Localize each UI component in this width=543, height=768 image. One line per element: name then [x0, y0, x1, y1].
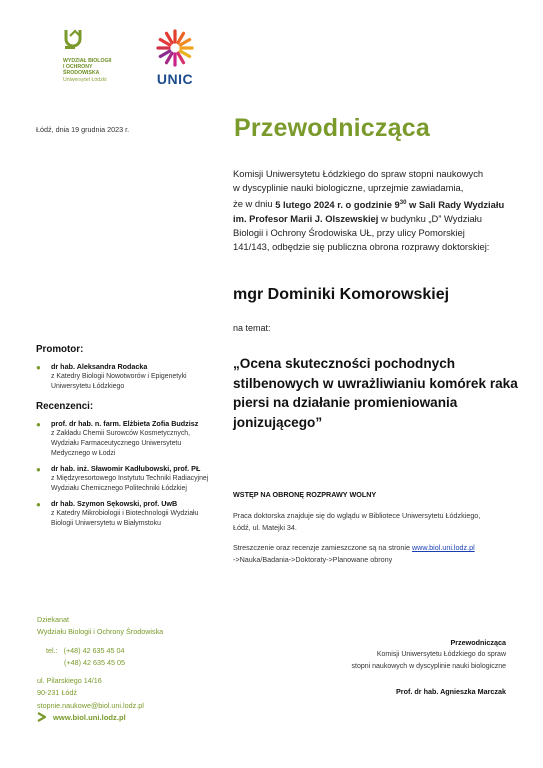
promotor-affiliation-1: z Katedry Biologii Nowotworów i Epigenetyki: [51, 373, 187, 380]
intro-line-4c: w budynku „D” Wydziału: [378, 212, 482, 224]
phone-number[interactable]: (+48) 42 635 45 04: [63, 645, 125, 655]
reviewer-affiliation: z Międzyresortowego Instytutu Techniki Radiacyjnej: [51, 475, 209, 482]
website-footer-link[interactable]: [37, 712, 126, 722]
thesis-line-3: piersi na działanie promieniowania: [233, 395, 458, 410]
intro-line-3: [233, 195, 528, 211]
arrow-right-icon: [37, 712, 47, 722]
faculty-logo-line3: ŚRODOWISKA: [63, 70, 100, 77]
bullet-icon: ●: [36, 500, 41, 509]
bullet-icon: ●: [36, 363, 41, 372]
contact-block: [37, 614, 237, 712]
signature-block: [320, 637, 506, 696]
unic-wordmark: UNIC: [156, 71, 194, 87]
faculty-logo-line2: I OCHRONY: [63, 64, 93, 71]
candidate-name: mgr Dominiki Komorowskiej: [233, 286, 450, 303]
signature-name: Prof. dr hab. Agnieszka Marczak: [396, 687, 506, 696]
topic-label: na temat:: [233, 323, 271, 333]
intro-line-4: [233, 212, 528, 226]
thesis-title: [233, 354, 533, 432]
intro-line-1: Komisji Uniwersytetu Łódzkiego do spraw stopni naukowych: [233, 168, 484, 179]
signature-heading: Przewodnicząca: [450, 638, 506, 647]
promotor-affiliation-2: Uniwersytetu Łódzkiego: [51, 383, 125, 390]
contact-email[interactable]: stopnie.naukowe@biol.uni.lodz.pl: [37, 700, 144, 710]
reviewer-name: dr hab. inż. Sławomir Kadłubowski, prof. PŁ: [51, 464, 201, 473]
faculty-logo-line1: WYDZIAŁ BIOLOGII: [63, 58, 112, 64]
defense-room-name: im. Profesor Marii J. Olszewskiej: [233, 212, 379, 224]
defense-time-minutes: 30: [399, 199, 407, 206]
promotor-heading: Promotor:: [36, 344, 84, 355]
document-date: Łódź, dnia 19 grudnia 2023 r.: [36, 125, 130, 134]
contact-phone-1: [37, 645, 237, 657]
defense-room: w Sali Rady Wydziału: [406, 198, 505, 210]
unic-logo: [152, 28, 198, 87]
unic-star-icon: [155, 28, 195, 68]
phone-label: tel.:: [46, 645, 58, 655]
contact-city: 90-231 Łódź: [37, 688, 77, 698]
announcement-text: [233, 167, 528, 254]
faculty-logo-line4: Uniwersytet Łódzki: [63, 76, 107, 83]
faculty-logo: [63, 28, 133, 83]
list-item: [36, 362, 236, 392]
signature-desc-2: stopni naukowych w dyscyplinie nauki biologiczne: [351, 663, 506, 670]
notice-library-line-2: Łódź, ul. Matejki 34.: [233, 522, 297, 532]
intro-line-3a: że w dniu: [233, 198, 276, 210]
promotor-section: [36, 344, 236, 392]
website-link[interactable]: www.biol.uni.lodz.pl: [411, 543, 475, 552]
reviewer-affiliation: Medycznego w Łodzi: [51, 450, 116, 457]
promotor-name: dr hab. Aleksandra Rodacka: [51, 362, 148, 371]
public-notice: [233, 490, 518, 574]
faculty-emblem-icon: [63, 28, 83, 50]
bullet-icon: ●: [36, 420, 41, 429]
website-footer-text[interactable]: www.biol.uni.lodz.pl: [53, 712, 126, 722]
contact-street: ul. Pilarskiego 14/16: [37, 676, 102, 686]
thesis-line-1: „Ocena skuteczności pochodnych: [233, 356, 456, 371]
thesis-line-2: stilbenowych w uwrażliwianiu komórek raka: [233, 375, 518, 391]
thesis-line-4: jonizującego”: [233, 414, 323, 430]
notice-library-line-1: Praca doktorska znajduje się do wglądu w Bibliotece Uniwersytetu Łódzkiego,: [233, 511, 481, 520]
intro-line-6: 141/143, odbędzie się publiczna obrona rozprawy doktorskiej:: [233, 241, 490, 253]
reviewer-affiliation: Biologii Uniwersytetu w Białymstoku: [51, 520, 161, 527]
bullet-icon: ●: [36, 465, 41, 474]
contact-phone-2[interactable]: (+48) 42 635 45 05: [64, 657, 125, 667]
intro-line-5: Biologii i Ochrony Środowiska UŁ, przy ulicy Pomorskiej: [233, 226, 465, 238]
reviewer-name: prof. dr hab. n. farm. Elżbieta Zofia Budzisz: [51, 419, 199, 428]
defense-date: 5 lutego 2024 r. o godzinie 9: [275, 198, 400, 210]
reviewer-affiliation: z Zakładu Chemii Surowców Kosmetycznych,: [51, 430, 191, 437]
notice-summary-path: ->Nauka/Badania->Doktoraty->Planowane obrony: [233, 554, 393, 564]
contact-office: Dziekanat: [37, 615, 69, 624]
notice-summary-text: [233, 542, 518, 565]
reviewer-name: dr hab. Szymon Sękowski, prof. UwB: [51, 499, 178, 508]
reviewer-affiliation: Wydziału Farmaceutycznego Uniwersytetu: [51, 440, 182, 447]
list-item: [36, 464, 236, 494]
list-item: [36, 499, 236, 529]
list-item: [36, 419, 236, 459]
signature-desc-1: Komisji Uniwersytetu Łódzkiego do spraw: [376, 651, 506, 658]
reviewers-section: [36, 401, 236, 529]
contact-faculty: Wydziału Biologii i Ochrony Środowiska: [37, 627, 164, 637]
intro-line-2: w dyscyplinie nauki biologiczne, uprzejmie zawiadamia,: [233, 182, 464, 194]
notice-summary-line-1: Streszczenie oraz recenzje zamieszczone są na stronie: [233, 543, 412, 552]
notice-heading: WSTĘP NA OBRONĘ ROZPRAWY WOLNY: [233, 490, 377, 499]
reviewers-heading: Recenzenci:: [36, 401, 94, 412]
page-title: Przewodnicząca: [234, 114, 430, 142]
notice-library-text: [233, 510, 518, 533]
reviewer-affiliation: Wydziału Chemicznego Politechniki Łódzkiej: [51, 485, 187, 492]
reviewer-affiliation: z Katedry Mikrobiologii i Biotechnologii Wydziału: [51, 510, 199, 517]
